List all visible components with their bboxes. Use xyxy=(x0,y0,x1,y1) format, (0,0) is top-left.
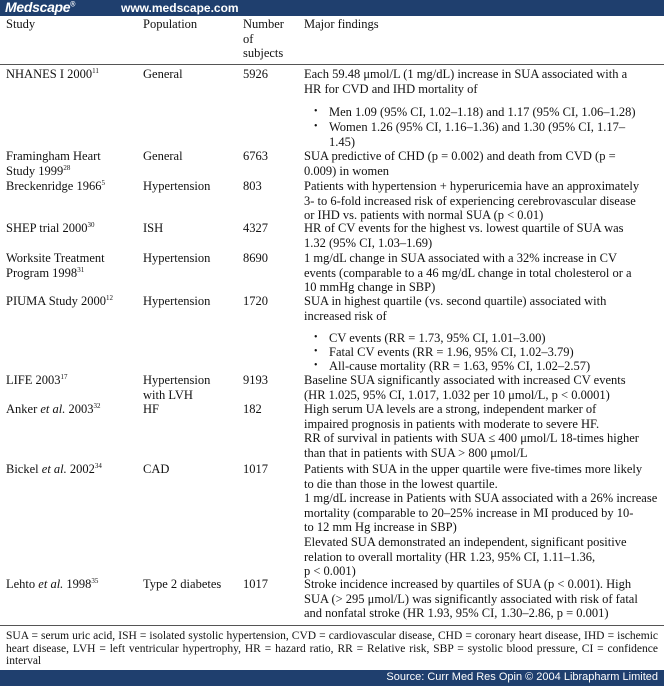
findings-framingham: SUA predictive of CHD (p = 0.002) and death from CVD (p = 0.009) in women xyxy=(304,149,616,178)
findings-worksite: 1 mg/dL change in SUA associated with a 32% increase in CV events (comparable to a 46 mg/dL change in total cholesterol or a 10 mmHg change in SBP) xyxy=(304,251,632,295)
n-life: 9193 xyxy=(243,373,268,387)
n-lehto: 1017 xyxy=(243,577,268,591)
study-anker: Anker et al. 2003$^{32}$ xyxy=(6,402,101,416)
population-breckenridge: Hypertension xyxy=(143,179,211,193)
header-divider xyxy=(0,64,664,65)
study-worksite: Worksite Treatment Program 1998$^{31}$ xyxy=(6,251,105,280)
bullet-icon: • xyxy=(314,346,318,357)
n-nhanes: 5926 xyxy=(243,67,268,81)
findings-bickel: Patients with SUA in the upper quartile were five-times more likely to die than those in the lowest quartile. 1 mg/dL increase in Patients with SUA associated with a 26% increase mortality (comparable to 20–25% increase in MI produced by 10- to 12 mm Hg increase in SBP) Elevated SUA demonstrated an independent, significant positive relation to overall mortality (HR 1.23, 95% CI, 1.11–1.36, p < 0.001) xyxy=(304,462,658,579)
study-nhanes: NHANES I 2000$^{11}$ xyxy=(6,67,99,81)
column-header-number: Number of subjects xyxy=(243,17,284,61)
study-piuma: PIUMA Study 2000$^{12}$ xyxy=(6,294,114,308)
population-anker: HF xyxy=(143,402,159,416)
column-header-population: Population xyxy=(143,17,198,31)
column-header-study: Study xyxy=(6,17,36,31)
bullet-icon: • xyxy=(314,360,318,371)
footnote: SUA = serum uric acid, ISH = isolated systolic hypertension, CVD = cardiovascular disease, CHD = coronary heart disease, IHD = ischemic heart disease, LVH = left ventricular hypertrophy, HR = hazard ratio, RR = Relative risk, SBP = systolic blood pressure, CI = confidence interval xyxy=(6,630,658,668)
study-lehto: Lehto et al. 1998$^{35}$ xyxy=(6,577,99,591)
table-bottom-rule xyxy=(0,625,664,626)
population-lehto: Type 2 diabetes xyxy=(143,577,222,591)
n-anker: 182 xyxy=(243,402,262,416)
population-worksite: Hypertension xyxy=(143,251,211,265)
site-url[interactable]: www.medscape.com xyxy=(121,1,239,15)
findings-lehto: Stroke incidence increased by quartiles of SUA (p < 0.001). High SUA (> 295 μmol/L) was significantly associated with risk of fatal and nonfatal stroke (HR 1.93, 95% CI, 1.30–2.86, p = 0.001) xyxy=(304,577,638,621)
column-header-findings: Major findings xyxy=(304,17,379,31)
population-framingham: General xyxy=(143,149,183,163)
bullet-item: CV events (RR = 1.73, 95% CI, 1.01–3.00) xyxy=(329,331,546,345)
population-life: Hypertension with LVH xyxy=(143,373,211,402)
n-breckenridge: 803 xyxy=(243,179,262,193)
n-shep: 4327 xyxy=(243,221,268,235)
findings-life: Baseline SUA significantly associated with increased CV events (HR 1.025, 95% CI, 1.017, 1.032 per 10 μmol/L, p < 0.0001) xyxy=(304,373,626,402)
source-citation: Source: Curr Med Res Opin © 2004 Librapharm Limited xyxy=(386,671,658,683)
study-framingham: Framingham Heart Study 1999$^{28}$ xyxy=(6,149,101,178)
population-shep: ISH xyxy=(143,221,164,235)
findings-breckenridge: Patients with hypertension + hyperuricemia have an approximately 3- to 6-fold increased risk of experiencing cerebrovascular disease or IHD vs. patients with normal SUA (p < 0.01) xyxy=(304,179,640,223)
study-life: LIFE 2003$^{17}$ xyxy=(6,373,68,387)
bullet-item: All-cause mortality (RR = 1.63, 95% CI, 1.02–2.57) xyxy=(329,359,591,373)
medscape-logo[interactable]: Medscape® xyxy=(5,0,76,15)
bullet-icon: • xyxy=(314,106,318,117)
bullet-item: Men 1.09 (95% CI, 1.02–1.18) and 1.17 (95% CI, 1.06–1.28) xyxy=(329,105,636,119)
population-nhanes: General xyxy=(143,67,183,81)
findings-anker: High serum UA levels are a strong, independent marker of impaired prognosis in patients with moderate to severe HF. RR of survival in patients with SUA ≤ 400 μmol/L 18-times higher than that in patients with SUA > 800 μmol/L xyxy=(304,402,639,460)
n-bickel: 1017 xyxy=(243,462,268,476)
bullet-item: Women 1.26 (95% CI, 1.16–1.36) and 1.30 (95% CI, 1.17– 1.45) xyxy=(329,120,626,149)
n-framingham: 6763 xyxy=(243,149,268,163)
bullet-item: Fatal CV events (RR = 1.96, 95% CI, 1.02–3.79) xyxy=(329,345,574,359)
study-shep: SHEP trial 2000$^{30}$ xyxy=(6,221,95,235)
population-piuma: Hypertension xyxy=(143,294,211,308)
findings-shep: HR of CV events for the highest vs. lowest quartile of SUA was 1.32 (95% CI, 1.03–1.69) xyxy=(304,221,624,250)
findings-nhanes: Each 59.48 μmol/L (1 mg/dL) increase in SUA associated with a HR for CVD and IHD mortality of xyxy=(304,67,628,96)
n-worksite: 8690 xyxy=(243,251,268,265)
bullet-icon: • xyxy=(314,332,318,343)
n-piuma: 1720 xyxy=(243,294,268,308)
bullet-icon: • xyxy=(314,121,318,132)
bottom-banner xyxy=(0,670,664,686)
study-bickel: Bickel et al. 2002$^{34}$ xyxy=(6,462,102,476)
top-banner xyxy=(0,0,664,16)
findings-piuma: SUA in highest quartile (vs. second quartile) associated with increased risk of xyxy=(304,294,607,323)
study-breckenridge: Breckenridge 1966$^5$ xyxy=(6,179,105,193)
population-bickel: CAD xyxy=(143,462,170,476)
